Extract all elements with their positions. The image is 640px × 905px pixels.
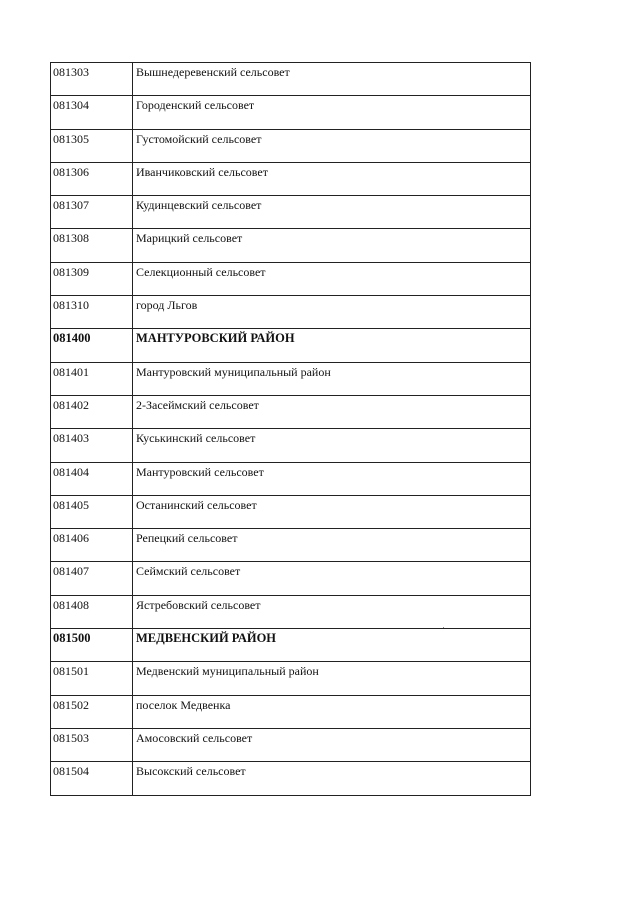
table-row xyxy=(51,728,531,761)
table-row xyxy=(51,695,531,728)
table-row xyxy=(51,329,531,362)
row-name: Останинский сельсовет xyxy=(133,495,531,528)
row-name: МАНТУРОВСКИЙ РАЙОН xyxy=(133,329,531,362)
row-code: 081501 xyxy=(51,662,133,695)
scan-speck xyxy=(443,627,444,628)
row-code: 081303 xyxy=(51,63,133,96)
row-code: 081407 xyxy=(51,562,133,595)
row-code: 081306 xyxy=(51,162,133,195)
table-row xyxy=(51,262,531,295)
table-row xyxy=(51,762,531,795)
row-name: Городенский сельсовет xyxy=(133,96,531,129)
row-name: Ястребовский сельсовет xyxy=(133,595,531,628)
row-name: Вышнедеревенский сельсовет xyxy=(133,63,531,96)
row-code: 081305 xyxy=(51,129,133,162)
table-row xyxy=(51,162,531,195)
table-row xyxy=(51,296,531,329)
row-code: 081308 xyxy=(51,229,133,262)
table-row xyxy=(51,429,531,462)
row-name: Мантуровский сельсовет xyxy=(133,462,531,495)
row-code: 081408 xyxy=(51,595,133,628)
row-name: город Льгов xyxy=(133,296,531,329)
table-row xyxy=(51,595,531,628)
row-code: 081304 xyxy=(51,96,133,129)
row-code: 081309 xyxy=(51,262,133,295)
table-row xyxy=(51,362,531,395)
table-row xyxy=(51,629,531,662)
row-name: Медвенский муниципальный район xyxy=(133,662,531,695)
row-name: Иванчиковский сельсовет xyxy=(133,162,531,195)
row-name: Кудинцевский сельсовет xyxy=(133,196,531,229)
row-code: 081402 xyxy=(51,395,133,428)
table-row xyxy=(51,562,531,595)
row-name: Высокский сельсовет xyxy=(133,762,531,795)
row-name: Куськинский сельсовет xyxy=(133,429,531,462)
table-row xyxy=(51,462,531,495)
row-name: 2-Засеймский сельсовет xyxy=(133,395,531,428)
row-name: Селекционный сельсовет xyxy=(133,262,531,295)
code-table-body xyxy=(51,63,531,796)
table-row xyxy=(51,229,531,262)
row-name: МЕДВЕНСКИЙ РАЙОН xyxy=(133,629,531,662)
table-row xyxy=(51,662,531,695)
row-code: 081404 xyxy=(51,462,133,495)
row-code: 081406 xyxy=(51,529,133,562)
row-name: Мантуровский муниципальный район xyxy=(133,362,531,395)
row-code: 081403 xyxy=(51,429,133,462)
table-row xyxy=(51,395,531,428)
table-row xyxy=(51,529,531,562)
row-name: Густомойский сельсовет xyxy=(133,129,531,162)
row-name: Марицкий сельсовет xyxy=(133,229,531,262)
row-code: 081400 xyxy=(51,329,133,362)
row-code: 081500 xyxy=(51,629,133,662)
row-code: 081310 xyxy=(51,296,133,329)
row-name: Репецкий сельсовет xyxy=(133,529,531,562)
row-name: Сеймский сельсовет xyxy=(133,562,531,595)
row-code: 081503 xyxy=(51,728,133,761)
row-name: поселок Медвенка xyxy=(133,695,531,728)
code-table xyxy=(50,62,531,796)
table-row xyxy=(51,63,531,96)
row-code: 081401 xyxy=(51,362,133,395)
row-name: Амосовский сельсовет xyxy=(133,728,531,761)
table-row xyxy=(51,129,531,162)
row-code: 081307 xyxy=(51,196,133,229)
row-code: 081502 xyxy=(51,695,133,728)
table-row xyxy=(51,495,531,528)
table-row xyxy=(51,96,531,129)
table-row xyxy=(51,196,531,229)
row-code: 081504 xyxy=(51,762,133,795)
row-code: 081405 xyxy=(51,495,133,528)
